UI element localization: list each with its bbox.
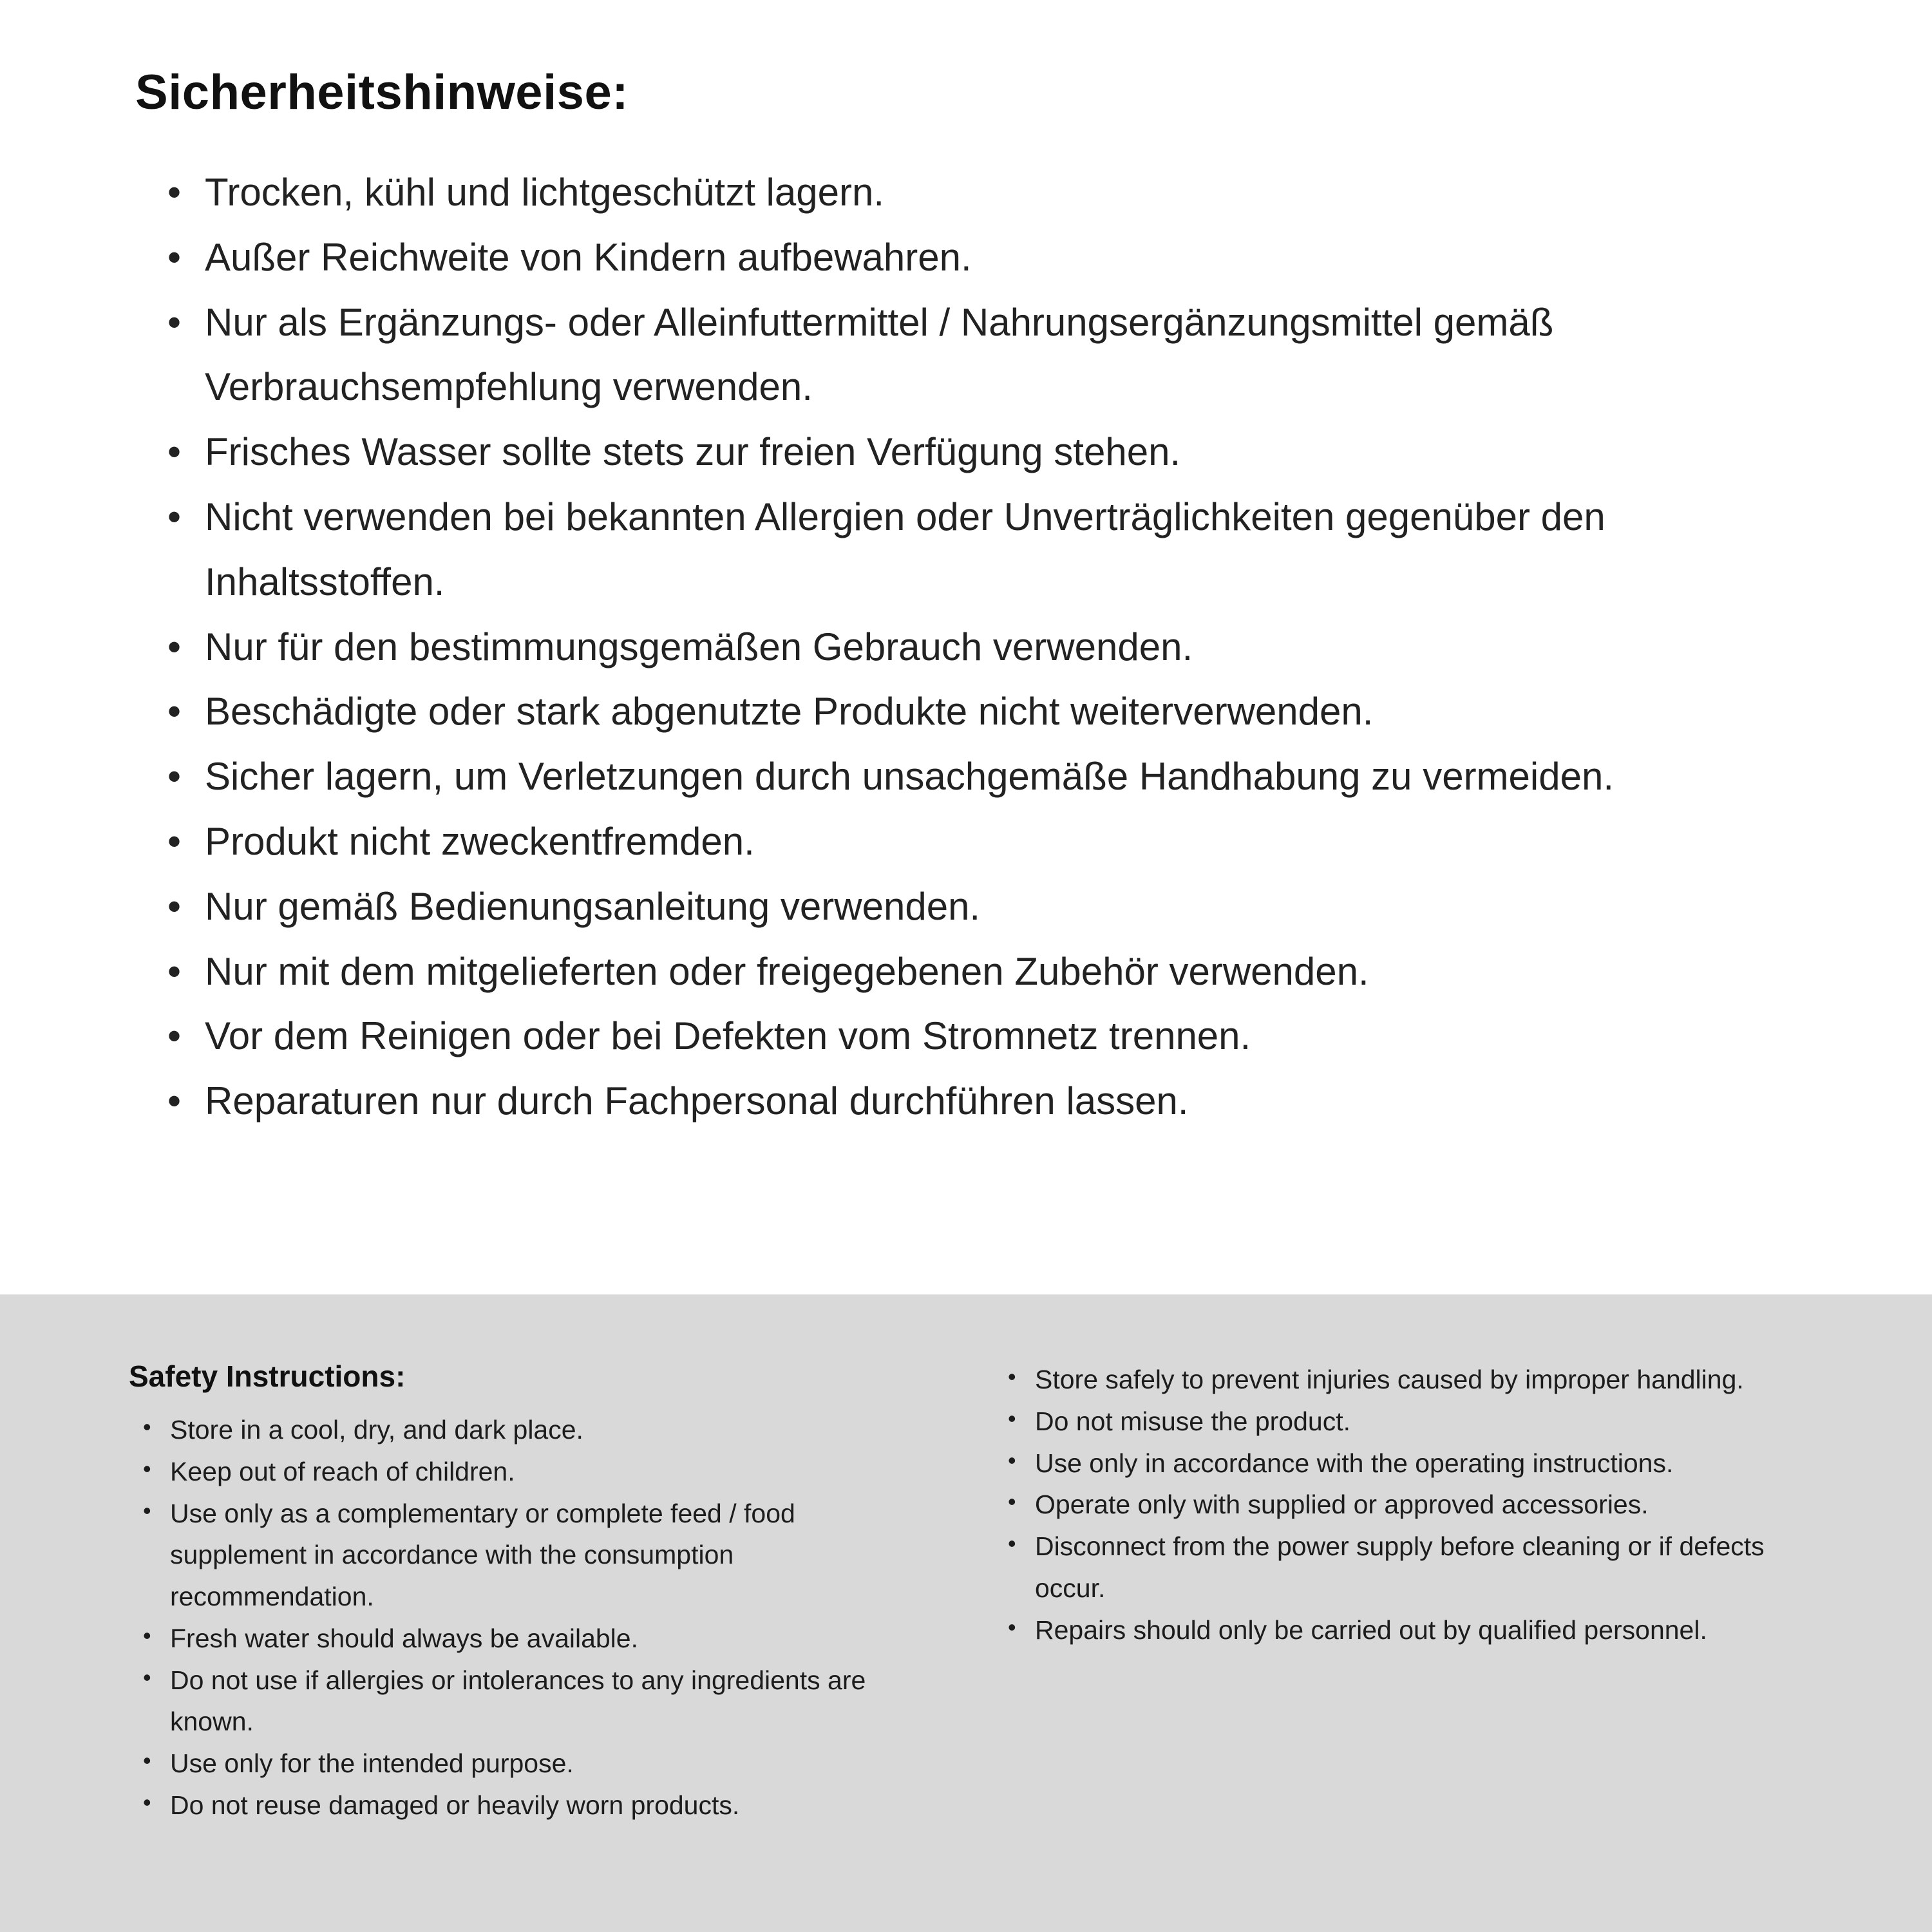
english-right-list — [1008, 1359, 1810, 1651]
english-list-item: • Disconnect from the power supply before cleaning or if defects occur. — [1008, 1526, 1810, 1609]
german-list — [135, 160, 1816, 1134]
english-right-column — [1008, 1359, 1810, 1932]
german-list-item: • Nur als Ergänzungs- oder Alleinfuttermittel / Nahrungsergänzungsmittel gemäß Verbrauchsempfehlung verwenden. — [167, 290, 1816, 421]
english-list-item: • Use only as a complementary or complete feed / food supplement in accordance with the consumption recommendation. — [143, 1493, 931, 1618]
english-list-item: • Keep out of reach of children. — [143, 1451, 931, 1493]
english-list-item: • Do not reuse damaged or heavily worn products. — [143, 1785, 931, 1826]
english-list-item: • Fresh water should always be available. — [143, 1618, 931, 1660]
german-list-item: • Nur mit dem mitgelieferten oder freigegebenen Zubehör verwenden. — [167, 940, 1816, 1005]
english-list-item: • Operate only with supplied or approved accessories. — [1008, 1484, 1810, 1526]
english-list-item: • Do not use if allergies or intolerances to any ingredients are known. — [143, 1660, 931, 1743]
german-list-item: • Trocken, kühl und lichtgeschützt lagern. — [167, 160, 1816, 225]
english-heading: Safety Instructions: — [129, 1359, 406, 1393]
german-list-item: • Frisches Wasser sollte stets zur freien Verfügung stehen. — [167, 420, 1816, 485]
german-heading: Sicherheitshinweise: — [135, 65, 629, 120]
english-list-item: • Use only for the intended purpose. — [143, 1743, 931, 1785]
german-list-item: • Nur für den bestimmungsgemäßen Gebrauch verwenden. — [167, 615, 1816, 680]
english-list-item: • Use only in accordance with the operating instructions. — [1008, 1443, 1810, 1484]
english-left-list — [129, 1409, 931, 1826]
english-left-column — [129, 1359, 931, 1932]
german-list-item: • Reparaturen nur durch Fachpersonal durchführen lassen. — [167, 1069, 1816, 1134]
english-list-item: • Store in a cool, dry, and dark place. — [143, 1409, 931, 1451]
german-list-item: • Nicht verwenden bei bekannten Allergien oder Unverträglichkeiten gegenüber den Inhaltsstoffen. — [167, 485, 1816, 615]
german-list-item: • Beschädigte oder stark abgenutzte Produkte nicht weiterverwenden. — [167, 679, 1816, 744]
german-list-item: • Vor dem Reinigen oder bei Defekten vom Stromnetz trennen. — [167, 1004, 1816, 1069]
german-list-item: • Außer Reichweite von Kindern aufbewahren. — [167, 225, 1816, 290]
english-section — [0, 1294, 1932, 1932]
german-list-item: • Produkt nicht zweckentfremden. — [167, 810, 1816, 875]
german-list-item: • Sicher lagern, um Verletzungen durch unsachgemäße Handhabung zu vermeiden. — [167, 744, 1816, 810]
english-list-item: • Store safely to prevent injuries caused by improper handling. — [1008, 1359, 1810, 1401]
english-list-item: • Repairs should only be carried out by qualified personnel. — [1008, 1609, 1810, 1651]
german-list-item: • Nur gemäß Bedienungsanleitung verwenden. — [167, 875, 1816, 940]
english-list-item: • Do not misuse the product. — [1008, 1401, 1810, 1443]
